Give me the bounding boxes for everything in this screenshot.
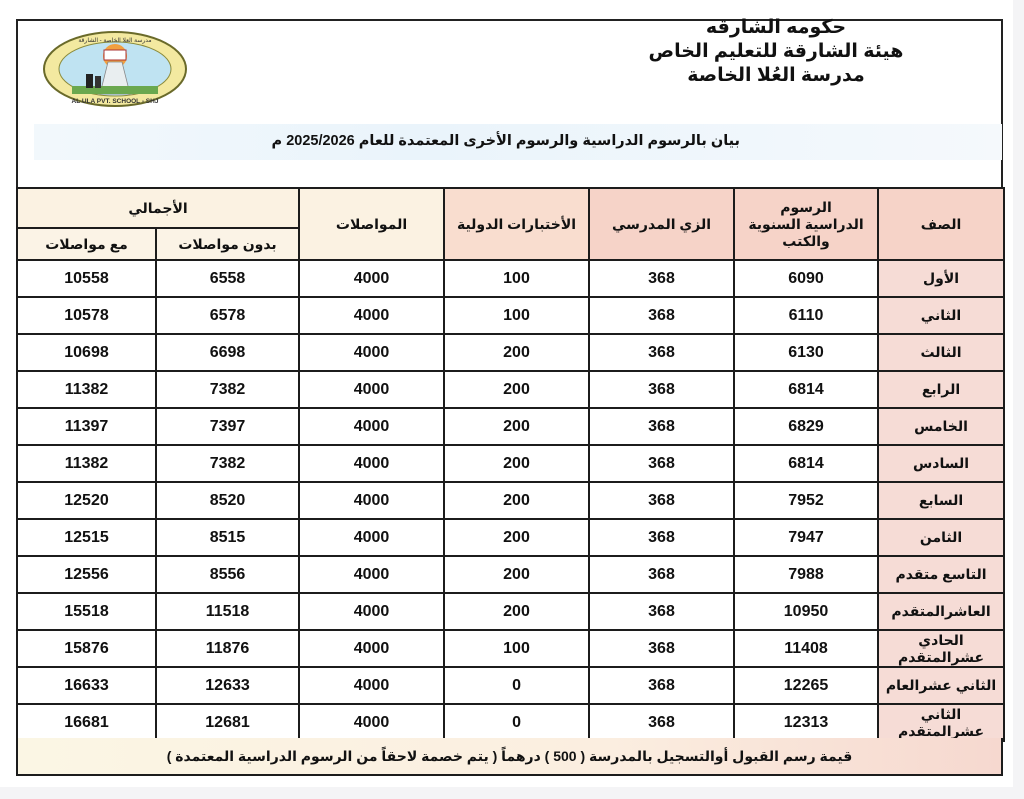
- table-row: [17, 519, 1004, 556]
- school-logo: [42, 30, 188, 108]
- total-without-transport-cell: 6578: [156, 297, 299, 334]
- intl-tests-cell: 100: [444, 297, 589, 334]
- total-without-transport-cell: 12633: [156, 667, 299, 704]
- grade-cell: الأول: [878, 260, 1004, 297]
- tuition-cell: 10950: [734, 593, 878, 630]
- total-without-transport-cell: 8556: [156, 556, 299, 593]
- tuition-cell: 6814: [734, 445, 878, 482]
- table-row: [17, 408, 1004, 445]
- intl-tests-cell: 200: [444, 482, 589, 519]
- grade-cell: الثالث: [878, 334, 1004, 371]
- grade-cell: العاشرالمتقدم: [878, 593, 1004, 630]
- total-with-transport-cell: 15876: [17, 630, 156, 667]
- table-row: [17, 371, 1004, 408]
- tuition-cell: 6130: [734, 334, 878, 371]
- table-row: [17, 334, 1004, 371]
- total-without-transport-cell: 6698: [156, 334, 299, 371]
- total-with-transport-cell: 12515: [17, 519, 156, 556]
- intl-tests-cell: 100: [444, 260, 589, 297]
- intl-tests-cell: 200: [444, 334, 589, 371]
- tuition-cell: 7988: [734, 556, 878, 593]
- uniform-cell: 368: [589, 445, 734, 482]
- header-without-transport: بدون مواصلات: [156, 228, 299, 260]
- total-with-transport-cell: 10558: [17, 260, 156, 297]
- uniform-cell: 368: [589, 630, 734, 667]
- grade-cell: الثاني عشرالعام: [878, 667, 1004, 704]
- table-row: [17, 260, 1004, 297]
- intl-tests-cell: 200: [444, 593, 589, 630]
- total-without-transport-cell: 12681: [156, 704, 299, 741]
- table-row: [17, 704, 1004, 741]
- uniform-cell: 368: [589, 667, 734, 704]
- uniform-cell: 368: [589, 519, 734, 556]
- header-intl-tests: الأختبارات الدولية: [444, 188, 589, 260]
- tuition-cell: 11408: [734, 630, 878, 667]
- total-with-transport-cell: 10698: [17, 334, 156, 371]
- uniform-cell: 368: [589, 482, 734, 519]
- uniform-cell: 368: [589, 297, 734, 334]
- uniform-cell: 368: [589, 371, 734, 408]
- fees-table: [16, 187, 1005, 742]
- tuition-cell: 6829: [734, 408, 878, 445]
- grade-cell: الرابع: [878, 371, 1004, 408]
- total-without-transport-cell: 7382: [156, 371, 299, 408]
- header-with-transport: مع مواصلات: [17, 228, 156, 260]
- school-name: مدرسة العُلا الخاصة: [687, 65, 865, 86]
- tuition-cell: 7952: [734, 482, 878, 519]
- transport-cell: 4000: [299, 260, 444, 297]
- total-with-transport-cell: 16633: [17, 667, 156, 704]
- header-tuition-line1: الرسوم: [780, 198, 832, 215]
- transport-cell: 4000: [299, 630, 444, 667]
- registration-fee-note: قيمة رسم القبول أوالتسجيل بالمدرسة ( 500 ) درهماً ( يتم خصمة لاحقاً من الرسوم الدراسية المعتمدة ): [16, 738, 1003, 776]
- tuition-cell: 7947: [734, 519, 878, 556]
- uniform-cell: 368: [589, 593, 734, 630]
- grade-cell: التاسع متقدم: [878, 556, 1004, 593]
- table-row: [17, 556, 1004, 593]
- intl-tests-cell: 200: [444, 519, 589, 556]
- table-row: [17, 593, 1004, 630]
- total-with-transport-cell: 16681: [17, 704, 156, 741]
- total-with-transport-cell: 12520: [17, 482, 156, 519]
- tuition-cell: 12265: [734, 667, 878, 704]
- transport-cell: 4000: [299, 704, 444, 741]
- total-without-transport-cell: 7397: [156, 408, 299, 445]
- grade-cell: السابع: [878, 482, 1004, 519]
- table-row: [17, 667, 1004, 704]
- header-grade: الصف: [878, 188, 1004, 260]
- transport-cell: 4000: [299, 408, 444, 445]
- total-with-transport-cell: 15518: [17, 593, 156, 630]
- tuition-cell: 6110: [734, 297, 878, 334]
- header-total: الأجمالي: [17, 188, 299, 228]
- intl-tests-cell: 0: [444, 704, 589, 741]
- government-name: حكومه الشارقه: [705, 17, 847, 38]
- logo-arabic-text: مدرسة العلا الخاصة - الشارقة: [78, 38, 152, 44]
- authority-name: هيئة الشارقة للتعليم الخاص: [648, 41, 904, 62]
- logo-english-text: AL ULA PVT. SCHOOL - SHJ: [71, 98, 159, 105]
- intl-tests-cell: 200: [444, 556, 589, 593]
- grade-cell: الخامس: [878, 408, 1004, 445]
- total-with-transport-cell: 10578: [17, 297, 156, 334]
- intl-tests-cell: 200: [444, 408, 589, 445]
- grade-cell: الثامن: [878, 519, 1004, 556]
- total-without-transport-cell: 11876: [156, 630, 299, 667]
- intl-tests-cell: 0: [444, 667, 589, 704]
- uniform-cell: 368: [589, 260, 734, 297]
- tuition-cell: 6814: [734, 371, 878, 408]
- intl-tests-cell: 100: [444, 630, 589, 667]
- transport-cell: 4000: [299, 667, 444, 704]
- table-row: [17, 482, 1004, 519]
- total-with-transport-cell: 11397: [17, 408, 156, 445]
- document-title: بيان بالرسوم الدراسية والرسوم الأخرى المعتمدة للعام 2025/2026 م: [271, 133, 740, 149]
- transport-cell: 4000: [299, 334, 444, 371]
- grade-cell: الحادي عشرالمتقدم: [878, 630, 1004, 667]
- header-tuition: [734, 188, 878, 260]
- grade-cell: الثاني عشرالمتقدم: [878, 704, 1004, 741]
- total-without-transport-cell: 8515: [156, 519, 299, 556]
- table-row: [17, 445, 1004, 482]
- uniform-cell: 368: [589, 556, 734, 593]
- transport-cell: 4000: [299, 593, 444, 630]
- total-without-transport-cell: 7382: [156, 445, 299, 482]
- total-without-transport-cell: 11518: [156, 593, 299, 630]
- uniform-cell: 368: [589, 334, 734, 371]
- transport-cell: 4000: [299, 519, 444, 556]
- total-without-transport-cell: 6558: [156, 260, 299, 297]
- tuition-cell: 12313: [734, 704, 878, 741]
- transport-cell: 4000: [299, 482, 444, 519]
- total-with-transport-cell: 11382: [17, 445, 156, 482]
- table-row: [17, 630, 1004, 667]
- transport-cell: 4000: [299, 297, 444, 334]
- header-tuition-line2: الدراسية السنوية: [748, 215, 864, 232]
- header-uniform: الزي المدرسي: [589, 188, 734, 260]
- transport-cell: 4000: [299, 371, 444, 408]
- intl-tests-cell: 200: [444, 371, 589, 408]
- header-transport: المواصلات: [299, 188, 444, 260]
- total-with-transport-cell: 11382: [17, 371, 156, 408]
- tuition-cell: 6090: [734, 260, 878, 297]
- intl-tests-cell: 200: [444, 445, 589, 482]
- uniform-cell: 368: [589, 704, 734, 741]
- total-with-transport-cell: 12556: [17, 556, 156, 593]
- transport-cell: 4000: [299, 445, 444, 482]
- total-without-transport-cell: 8520: [156, 482, 299, 519]
- grade-cell: الثاني: [878, 297, 1004, 334]
- grade-cell: السادس: [878, 445, 1004, 482]
- header-tuition-line3: والكتب: [782, 232, 830, 249]
- table-row: [17, 297, 1004, 334]
- letterhead: [596, 16, 956, 88]
- uniform-cell: 368: [589, 408, 734, 445]
- transport-cell: 4000: [299, 556, 444, 593]
